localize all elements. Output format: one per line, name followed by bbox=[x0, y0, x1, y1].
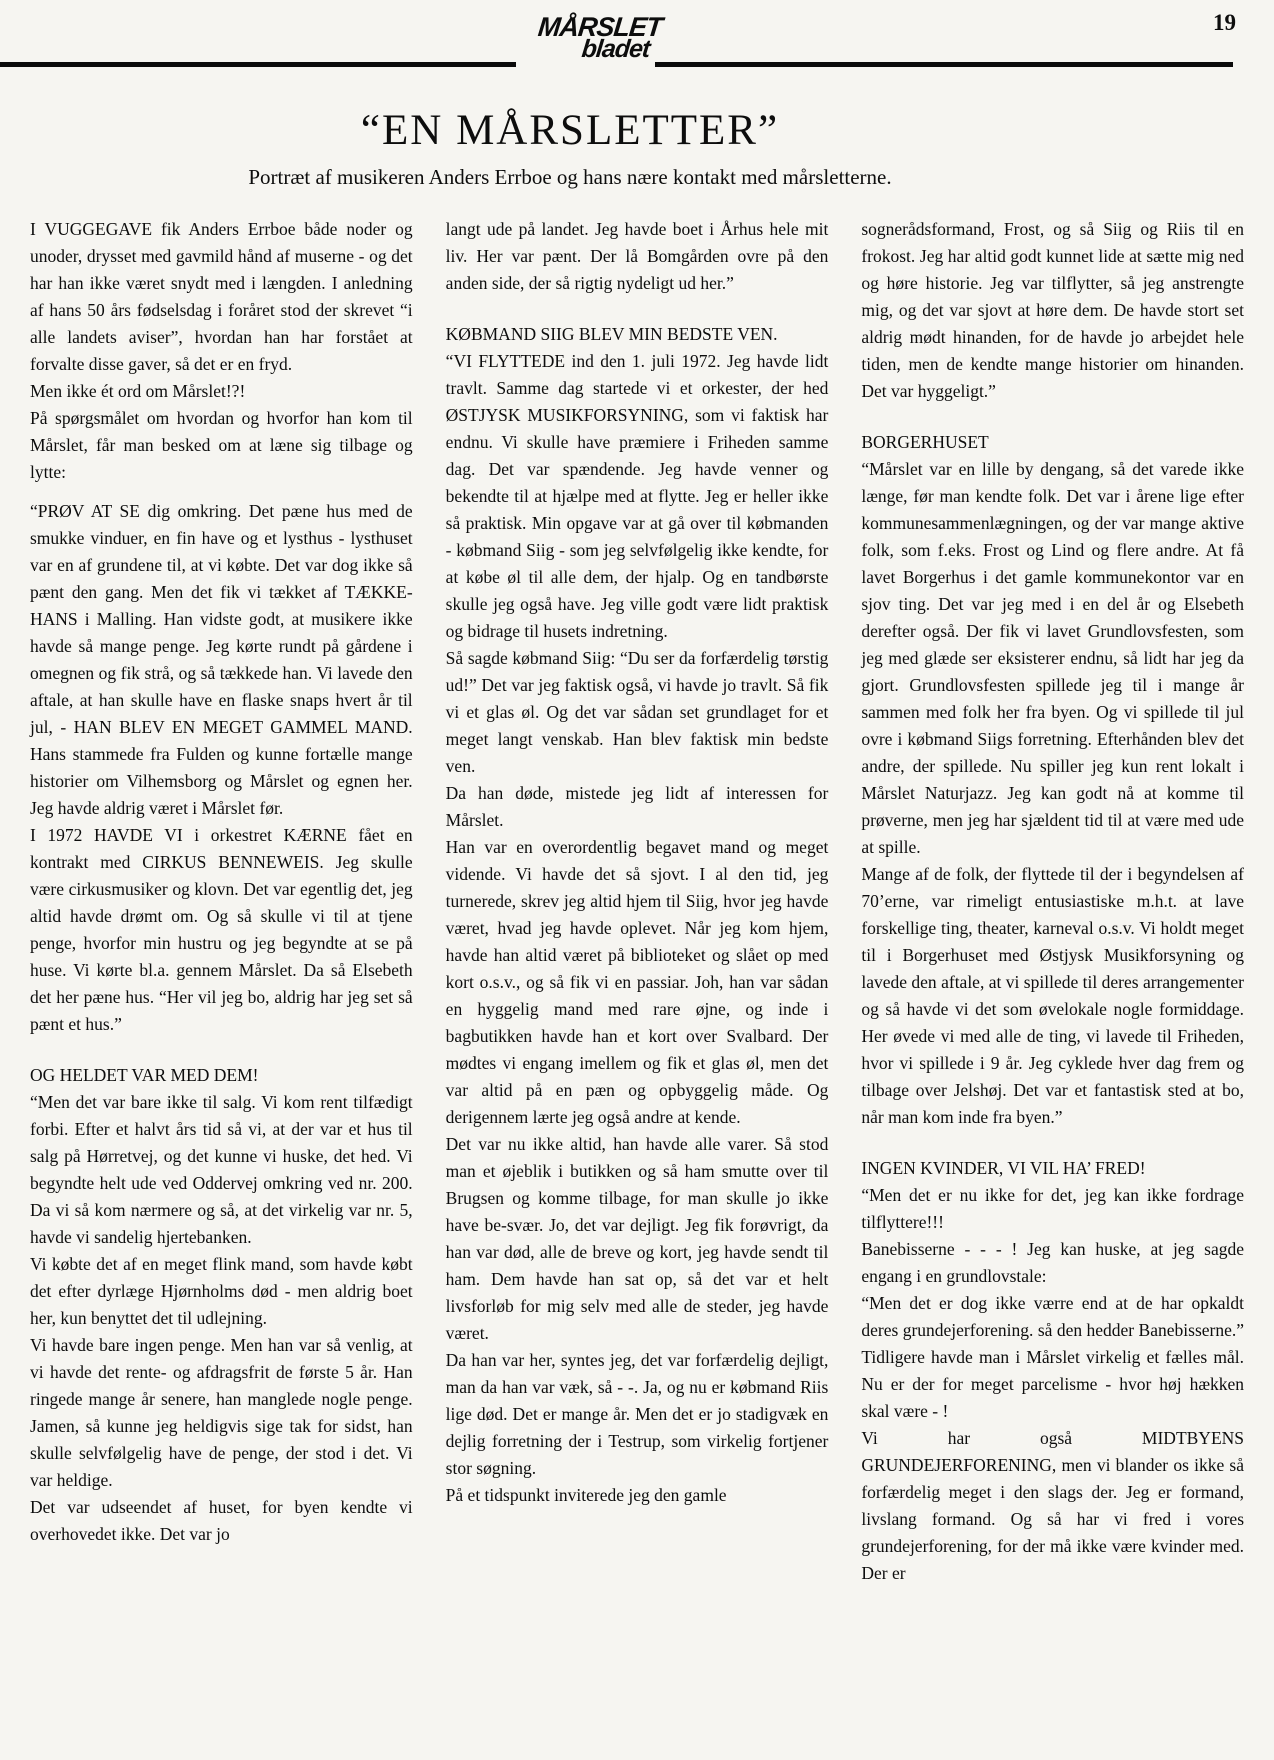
masthead-logo bbox=[534, 14, 663, 62]
paragraph: “Men det er dog ikke værre end at de har opkaldt deres grundejerforening. så den hedder Banebisserne.” Tidligere havde man i Mårslet virkelig et fælles mål. Nu er der for meget parcelisme - hvor høj hækken skal være - ! bbox=[861, 1293, 1245, 1421]
section-heading: KØBMAND SIIG BLEV MIN BEDSTE VEN. bbox=[445, 324, 778, 344]
paragraph: Banebisserne - - - ! Jeg kan huske, at jeg sagde engang i en grundlovstale: bbox=[861, 1239, 1245, 1286]
paragraph: Mange af de folk, der flyttede til der i begyndelsen af 70’erne, var rimeligt entusiastiske m.h.t. at lave forskellige ting, theater, karneval o.s.v. Vi holdt meget til i Borgerhuset med Østjysk Musikforsyning og lavede den aftale, at vi spillede til deres arrangementer og så havde vi det som øvelokale nogle formiddage. Her øvede vi med alle de ting, vi lavede til Friheden, hvor vi spillede i 9 år. Jeg cyklede hver dag frem og tilbage over Jelshøj. Det var et fantastisk sted at bo, når man kom inde fra byen.” bbox=[861, 864, 1245, 1127]
article-header bbox=[0, 106, 1140, 190]
paragraph: I 1972 HAVDE VI i orkestret KÆRNE fået en kontrakt med CIRKUS BENNEWEIS. Jeg skulle være cirkusmusiker og klovn. Det var egentlig det, jeg altid havde drømt om. Og så skulle vi til at tjene penge, hvorfor min hustru og jeg begyndte at se på huse. Vi kørte bl.a. gennem Mårslet. Da så Elsebeth det her pæne hus. “Her vil jeg bo, aldrig har jeg set så pænt et hus.” bbox=[30, 825, 413, 1034]
paragraph: Vi købte det af en meget flink mand, som havde købt det efter dyrlæge Hjørnholms død - men aldrig boet her, kun benyttet det til udlejning. bbox=[30, 1254, 413, 1328]
article-title: “EN MÅRSLETTER” bbox=[360, 107, 780, 154]
section-heading: INGEN KVINDER, VI VIL HA’ FRED! bbox=[861, 1158, 1146, 1178]
paragraph: Da han døde, mistede jeg lidt af interessen for Mårslet. bbox=[445, 783, 829, 830]
paragraph: Så sagde købmand Siig: “Du ser da forfærdelig tørstig ud!” Det var jeg faktisk også, vi havde jo travlt. Så fik vi et glas øl. Og det var sådan set grundlaget for et meget langt venskab. Han blev faktisk min bedste ven. bbox=[445, 648, 829, 776]
paragraph: Det var nu ikke altid, han havde alle varer. Så stod man et øjeblik i butikken og så ham smutte over til Brugsen og komme tilbage, for man skulle jo ikke have be-svær. Jo, det var dejligt. Jeg fik forøvrigt, da han var død, alle de breve og kort, jeg havde sendt til ham. Dem havde han sat op, så det var et helt livsforløb for mig selv med alle de steder, jeg havde været. bbox=[445, 1134, 829, 1343]
column-3 bbox=[861, 216, 1244, 1587]
paragraph: “Men det var bare ikke til salg. Vi kom rent tilfædigt forbi. Efter et halvt års tid så vi, at der var et hus til salg på Hørretvej, og det kunne vi huske, det hed. Vi begyndte helt ude ved Oddervej omkring ved nr. 200. Da vi så kom nærmere og så, at det virkelig var nr. 5, havde vi sandelig hjertebanken. bbox=[30, 1092, 413, 1247]
article-subtitle: Portræt af musikeren Anders Errboe og hans nære kontakt med mårsletterne. bbox=[248, 165, 892, 189]
paragraph: “PRØV AT SE dig omkring. Det pæne hus med de smukke vinduer, en fin have og et lysthus - lysthuset var en af grundene til, at vi købte. Det var dog ikke så pænt den gang. Men det fik vi tækket af TÆKKE-HANS i Malling. Han vidste godt, at musikere ikke havde så mange penge. Jeg kørte rundt på gårdene i omegnen og fik strå, og så tækkede han. Vi lavede den aftale, at han skulle have en flaske snaps hvert år til jul, - HAN BLEV EN MEGET GAMMEL MAND. Hans stammede fra Fulden og kunne fortælle mange historier om Vilhemsborg og Mårslet og egnen her. Jeg havde aldrig været i Mårslet før. bbox=[30, 501, 413, 818]
paragraph: Men ikke ét ord om Mårslet!?! bbox=[30, 381, 246, 401]
paragraph: sognerådsformand, Frost, og så Siig og Riis til en frokost. Jeg har altid godt kunnet lide at sætte mig ned og høre historie. Jeg var tilflytter, så jeg anstrengte mig, og det var sjovt at høre dem. De havde stort set aldrig mødt hinanden, for de havde jo arbejdet hele tiden, men de kendte mange historier om hinanden. Det var hyggeligt.” bbox=[861, 219, 1245, 401]
paragraph: På et tidspunkt inviterede jeg den gamle bbox=[445, 1485, 727, 1505]
section-heading: BORGERHUSET bbox=[861, 432, 989, 452]
column-2 bbox=[446, 216, 829, 1587]
paragraph: Han var en overordentlig begavet mand og meget vidende. Vi havde det så sjovt. I al den tid, jeg turnerede, skrev jeg altid hjem til Siig, hvor jeg havde været, hvad jeg havde oplevet. Når jeg kom hjem, havde han altid været på biblioteket og slået op med kort o.s.v., og så fik vi en passiar. Joh, han var sådan en hyggelig mand med rare øjne, og inde i bagbutikken havde han et kort over Svalbard. Der mødtes vi engang imellem og fik et glas øl, men det var altid på en pæn og opbyggelig måde. Og derigennem lærte jeg også andre at kende. bbox=[445, 837, 829, 1127]
section-heading: OG HELDET VAR MED DEM! bbox=[30, 1065, 259, 1085]
paragraph: I VUGGEGAVE fik Anders Errboe både noder og unoder, drysset med gavmild hånd af muserne - og det har han ikke været snydt med i længden. I anledning af hans 50 års fødselsdag i foråret stod der skrevet “i alle landets aviser”, hvordan han har forstået at forvalte disse gaver, så det er en fryd. bbox=[30, 219, 413, 374]
paragraph: Vi havde bare ingen penge. Men han var så venlig, at vi havde det rente- og afdragsfrit de første 5 år. Han ringede mange år senere, han manglede nogle penge. Jamen, så kunne jeg heldigvis sige tak for sidst, han skulle selvfølgelig have de penge, der stod i det. Vi var heldige. bbox=[30, 1335, 413, 1490]
paragraph: “VI FLYTTEDE ind den 1. juli 1972. Jeg havde lidt travlt. Samme dag startede vi et orkester, der hed ØSTJYSK MUSIKFORSYNING, som vi faktisk har endnu. Vi skulle have præmiere i Friheden samme dag. Det var spændende. Jeg havde venner og bekendte til at hjælpe med at flytte. Jeg er heller ikke så praktisk. Min opgave var at gå over til købmanden - købmand Siig - som jeg selvfølgelig ikke kendte, for at købe øl til alle dem, der hjalp. Og en tandbørste skulle jeg også have. Jeg ville godt være lidt praktisk og bidrage til husets indretning. bbox=[445, 351, 829, 641]
masthead-rule-left bbox=[0, 62, 516, 67]
paragraph: “Mårslet var en lille by dengang, så det varede ikke længe, før man kendte folk. Det var i årene lige efter kommunesammenlægningen, og der var mange aktive folk, som f.eks. Frost og Lind og flere andre. At få lavet Borgerhus i det gamle kommunekontor var en sjov ting. Det var jeg med i en del år og Elsebeth derefter også. Der fik vi lavet Grundlovsfesten, som jeg med glæde ser eksisterer endnu, så lidt har jeg da gjort. Grundlovsfesten spillede jeg til i mange år sammen med folk her fra byen. Og vi spillede til jul ovre i købmand Siigs forretning. Efterhånden blev det andre, der spillede. Nu spiller jeg kun rent lokalt i Mårslet Naturjazz. Jeg kan godt nå at komme til prøverne, men jeg har sjældent tid til at være med ude at spille. bbox=[861, 459, 1245, 857]
paragraph: Det var udseendet af huset, for byen kendte vi overhovedet ikke. Det var jo bbox=[30, 1497, 413, 1544]
masthead-logo-title: MÅRSLET bbox=[536, 12, 664, 42]
masthead-rule-right bbox=[655, 62, 1233, 67]
paragraph: På spørgsmålet om hvordan og hvorfor han kom til Mårslet, får man besked om at læne sig tilbage og lytte: bbox=[30, 408, 413, 482]
column-1 bbox=[30, 216, 413, 1587]
paragraph: Vi har også MIDTBYENS GRUNDEJERFORENING, men vi blander os ikke så forfærdelig meget i den slags der. Jeg er formand, livslang formand. Og så har vi fred i vores grundejerforening, for der må ikke være kvinder med. Der er bbox=[861, 1428, 1245, 1583]
page-number: 19 bbox=[1213, 10, 1236, 35]
article-columns bbox=[0, 190, 1274, 1587]
masthead bbox=[0, 0, 1274, 84]
paragraph: “Men det er nu ikke for det, jeg kan ikke fordrage tilflyttere!!! bbox=[861, 1185, 1245, 1232]
masthead-logo-subtitle: bladet bbox=[580, 35, 651, 63]
paragraph: Da han var her, syntes jeg, det var forfærdelig dejligt, man da han var væk, så - -. Ja, og nu er købmand Riis lige død. Det er mange år. Men det er jo stadigvæk en dejlig forretning der i Testrup, som virkelig fortjener stor søgning. bbox=[445, 1350, 829, 1478]
paragraph: langt ude på landet. Jeg havde boet i Århus hele mit liv. Her var pænt. Der lå Bomgården ovre på den anden side, der så rigtig nydeligt ud her.” bbox=[445, 219, 829, 293]
